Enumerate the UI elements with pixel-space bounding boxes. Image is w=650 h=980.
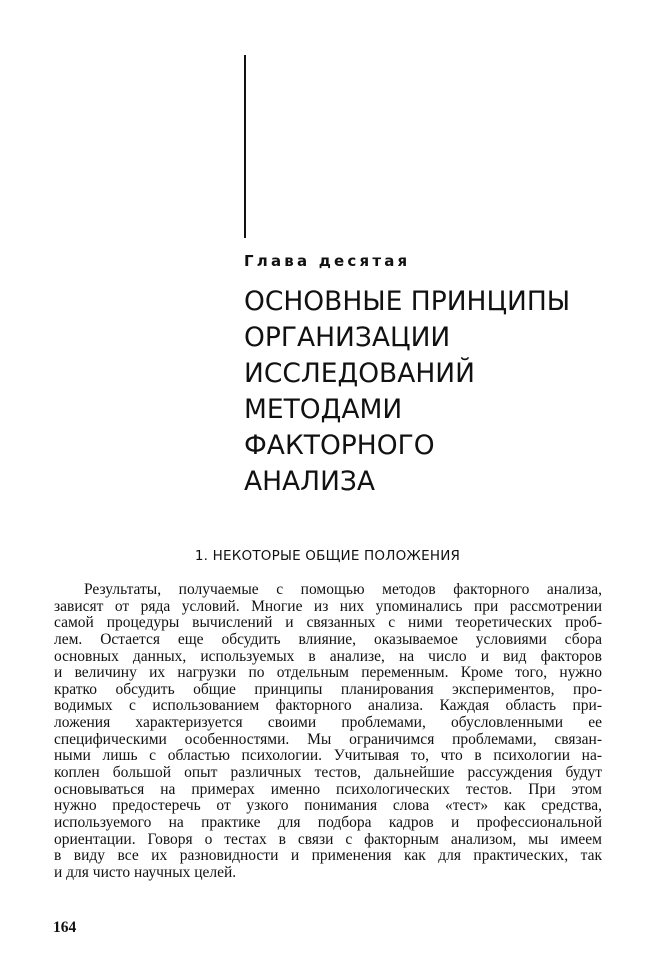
chapter-label: Глава десятая xyxy=(244,252,411,270)
chapter-title-line: ИССЛЕДОВАНИЙ xyxy=(244,358,475,389)
body-line: и для чисто научных целей. xyxy=(54,864,237,881)
section-heading: 1. НЕКОТОРЫЕ ОБЩИЕ ПОЛОЖЕНИЯ xyxy=(194,548,461,564)
body-line: основываться на примерах именно психологических тестов. При этом xyxy=(54,781,602,798)
body-line: специфическими особенностями. Мы ограничимся проблемами, связан- xyxy=(54,731,602,748)
body-line: и величину их нагрузки по отдельным переменным. Кроме того, нужно xyxy=(54,665,602,682)
body-line: основных данных, используемых в анализе, на число и вид факторов xyxy=(54,648,602,665)
chapter-title-line: АНАЛИЗА xyxy=(244,466,376,497)
body-line: самой процедуры вычислений и связанных с ними теоретических проб- xyxy=(54,615,602,632)
body-line: зависят от ряда условий. Многие из них упоминались при рассмотрении xyxy=(54,598,602,615)
chapter-title-line: МЕТОДАМИ xyxy=(244,394,403,425)
chapter-vertical-rule xyxy=(244,55,246,238)
body-line: используемого на практике для подбора кадров и профессиональной xyxy=(54,814,602,831)
body-line: водимых с использованием факторного анализа. Каждая область при- xyxy=(54,698,602,715)
body-line: Результаты, получаемые с помощью методов факторного анализа, xyxy=(84,582,602,598)
body-line: в виду все их разновидности и применения как для практических, так xyxy=(54,848,602,865)
chapter-title-line: ОСНОВНЫЕ ПРИНЦИПЫ xyxy=(244,286,571,317)
chapter-title-line: ФАКТОРНОГО xyxy=(244,430,435,461)
chapter-title xyxy=(244,284,570,500)
body-line: ложения характеризуется своими проблемами, обусловленными ее xyxy=(54,715,602,732)
chapter-title-line: ОРГАНИЗАЦИИ xyxy=(244,322,451,353)
body-line: кратко обсудить общие принципы планирования экспериментов, про- xyxy=(54,681,602,698)
body-line: ориентации. Говоря о тестах в связи с факторным анализом, мы имеем xyxy=(54,831,602,848)
body-line: ными лишь с областью психологии. Учитывая то, что в психологии на- xyxy=(54,748,602,765)
body-line: нужно предостеречь от узкого понимания слова «тест» как средства, xyxy=(54,798,602,815)
body-line: лем. Остается еще обсудить влияние, оказываемое условиями сбора xyxy=(54,631,602,648)
body-paragraph xyxy=(54,582,602,882)
body-line: коплен большой опыт различных тестов, дальнейшие рассуждения будут xyxy=(54,765,602,782)
page-number: 164 xyxy=(53,919,77,936)
